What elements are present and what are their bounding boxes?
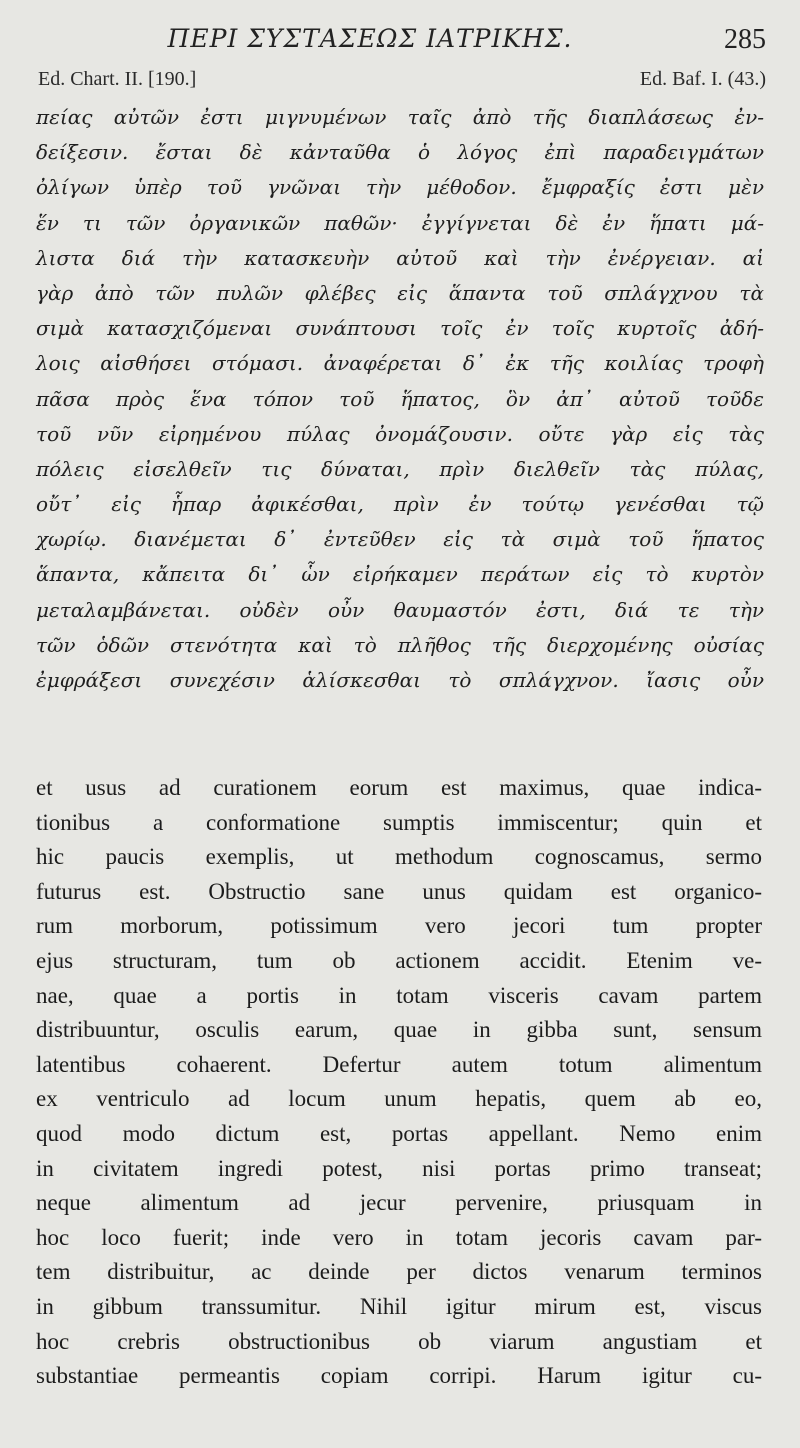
greek-line: ὀλίγων ὑπὲρ τοῦ γνῶναι τὴν μέθοδον. ἔμφραξίς ἐστι μὲν: [36, 175, 764, 200]
latin-line: neque alimentum ad jecur pervenire, priusquam in: [36, 1190, 762, 1216]
greek-line: ἅπαντα, κἄπειτα δι᾽ ὧν εἰρήκαμεν περάτων εἰς τὸ κυρτὸν: [36, 562, 764, 587]
greek-line: χωρίῳ. διανέμεται δ᾽ ἐντεῦθεν εἰς τὰ σιμὰ τοῦ ἥπατος: [36, 527, 764, 552]
greek-line: τοῦ νῦν εἰρημένου πύλας ὀνομάζουσιν. οὔτε γὰρ εἰς τὰς: [36, 421, 764, 446]
page-number: 285: [724, 24, 766, 55]
latin-line: substantiae permeantis copiam corripi. Harum igitur cu-: [36, 1363, 762, 1389]
latin-line: hoc loco fuerit; inde vero in totam jecoris cavam par-: [36, 1224, 762, 1250]
latin-line: tem distribuitur, ac deinde per dictos venarum terminos: [36, 1259, 762, 1285]
greek-line: δείξεσιν. ἔσται δὲ κἀνταῦθα ὁ λόγος ἐπὶ παραδειγμάτων: [36, 140, 764, 165]
greek-line: πόλεις εἰσελθεῖν τις δύναται, πρὶν διελθεῖν τὰς πύλας,: [36, 456, 764, 481]
latin-line: in civitatem ingredi potest, nisi portas primo transeat;: [36, 1155, 762, 1181]
greek-line: μεταλαμβάνεται. οὐδὲν οὖν θαυμαστόν ἐστι, διά τε τὴν: [36, 597, 764, 622]
latin-line: in gibbum transsumitur. Nihil igitur mirum est, viscus: [36, 1293, 762, 1319]
latin-line: latentibus cohaerent. Defertur autem totum alimentum: [36, 1051, 762, 1077]
latin-line: futurus est. Obstructio sane unus quidam est organico-: [36, 878, 762, 904]
greek-line: λιστα διά τὴν κατασκευὴν αὐτοῦ καὶ τὴν ἐνέργειαν. αἱ: [36, 245, 764, 270]
running-title: ΠΕΡΙ ΣΥΣΤΑΣΕΩΣ ΙΑΤΡΙΚΗΣ.: [167, 24, 573, 53]
latin-line: rum morborum, potissimum vero jecori tum propter: [36, 913, 762, 939]
latin-line: distribuuntur, osculis earum, quae in gibba sunt, sensum: [36, 1017, 762, 1043]
greek-line: ἕν τι τῶν ὀργανικῶν παθῶν· ἐγγίγνεται δὲ ἐν ἥπατι μά-: [36, 210, 764, 235]
greek-line: γὰρ ἀπὸ τῶν πυλῶν φλέβες εἰς ἅπαντα τοῦ σπλάγχνου τὰ: [36, 280, 764, 305]
latin-line: ejus structuram, tum ob actionem accidit. Etenim ve-: [36, 947, 762, 973]
latin-line: ex ventriculo ad locum unum hepatis, quem ab eo,: [36, 1086, 762, 1112]
edition-reference-chart: Ed. Chart. II. [190.]: [38, 68, 197, 90]
latin-line: hoc crebris obstructionibus ob viarum angustiam et: [36, 1328, 762, 1354]
greek-line: λοις αἰσθήσει στόμασι. ἀναφέρεται δ᾽ ἐκ τῆς κοιλίας τροφὴ: [36, 351, 764, 376]
latin-line: hic paucis exemplis, ut methodum cognoscamus, sermo: [36, 844, 762, 870]
greek-line: πᾶσα πρὸς ἕνα τόπον τοῦ ἥπατος, ὃν ἀπ᾽ αὐτοῦ τοῦδε: [36, 386, 764, 411]
latin-line: quod modo dictum est, portas appellant. Nemo enim: [36, 1120, 762, 1146]
greek-line: τῶν ὁδῶν στενότητα καὶ τὸ πλῆθος τῆς διερχομένης οὐσίας: [36, 632, 764, 657]
latin-line: tionibus a conformatione sumptis immiscentur; quin et: [36, 809, 762, 835]
greek-line: πείας αὐτῶν ἐστι μιγνυμένων ταῖς ἀπὸ τῆς διαπλάσεως ἐν-: [36, 105, 764, 129]
greek-line: ἐμφράξεσι συνεχέσιν ἁλίσκεσθαι τὸ σπλάγχνον. ἴασις οὖν: [36, 668, 764, 692]
greek-line: σιμὰ κατασχιζόμεναι συνάπτουσι τοῖς ἐν τοῖς κυρτοῖς ἀδή-: [36, 316, 764, 341]
latin-line: nae, quae a portis in totam visceris cavam partem: [36, 982, 762, 1008]
latin-text-block: [36, 771, 762, 1394]
latin-line: et usus ad curationem eorum est maximus, quae indica-: [36, 775, 762, 800]
greek-line: οὔτ᾽ εἰς ἧπαρ ἀφικέσθαι, πρὶν ἐν τούτῳ γενέσθαι τῷ: [36, 492, 764, 517]
edition-reference-basel: Ed. Baf. I. (43.): [639, 68, 766, 90]
greek-text-block: [36, 100, 764, 698]
